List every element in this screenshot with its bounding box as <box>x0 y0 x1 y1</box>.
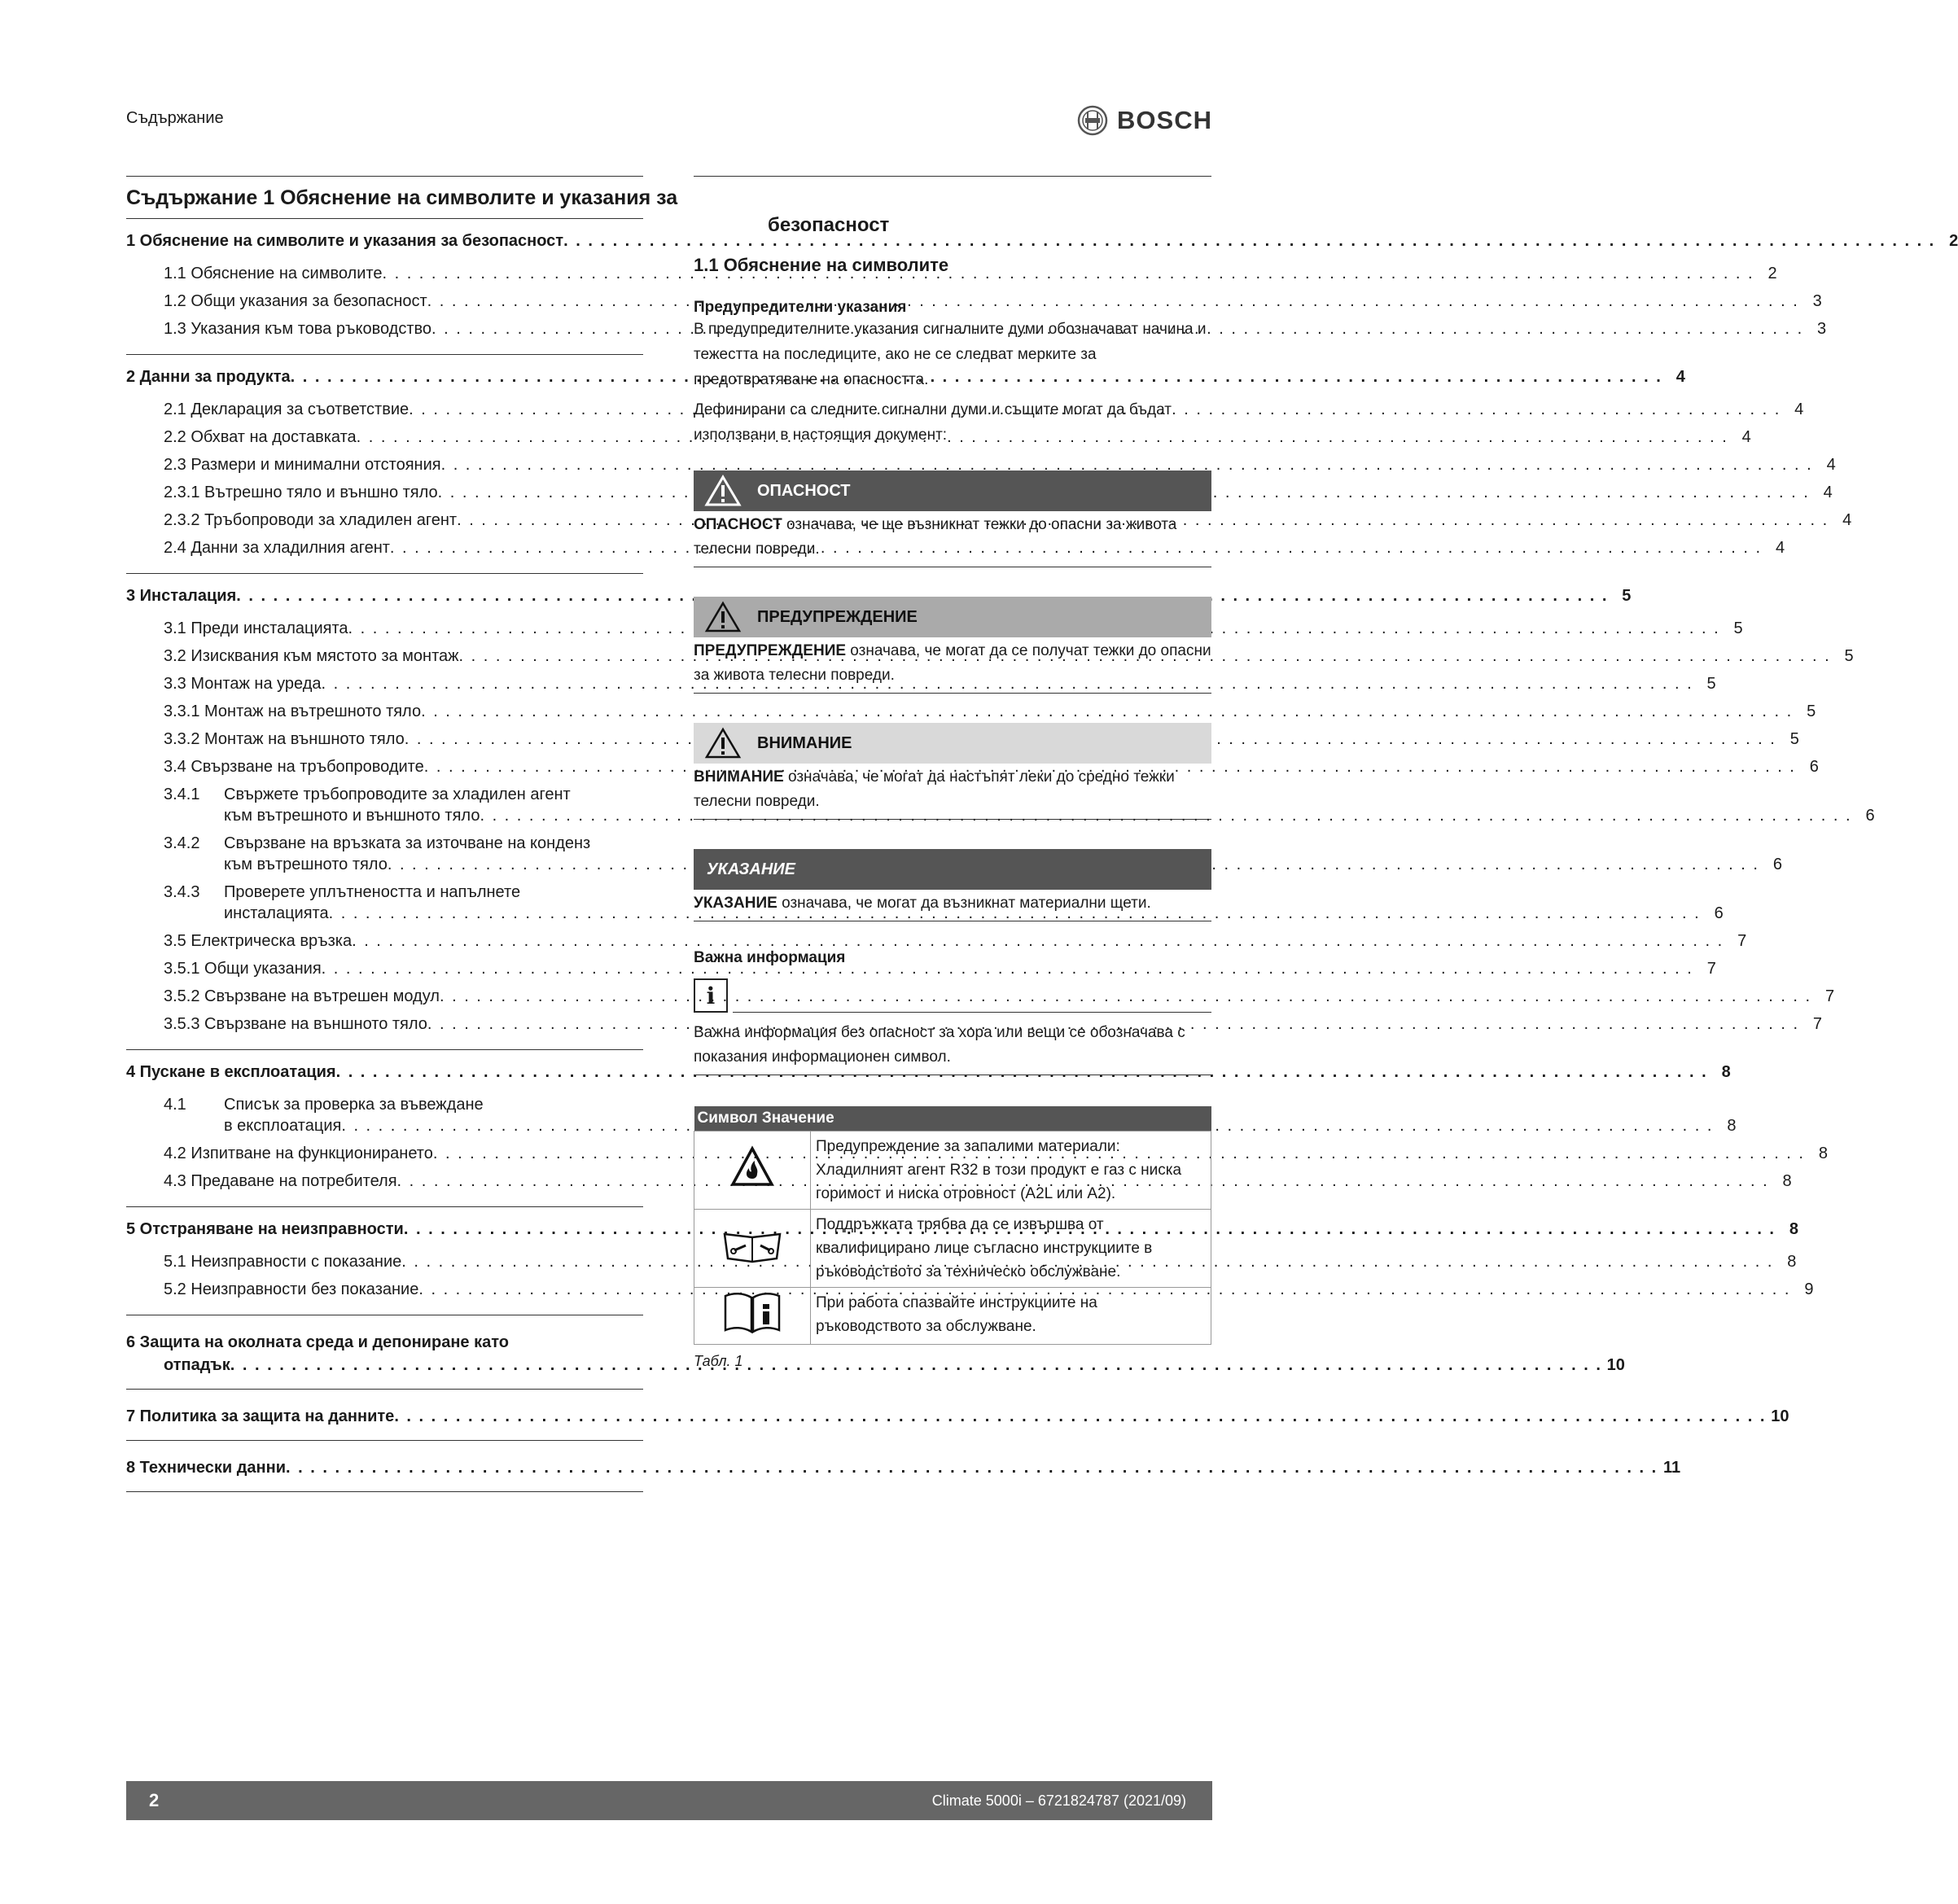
toc-entry-number: 3.4.3 <box>164 883 200 901</box>
toc-page-number: 8 <box>1727 1117 1737 1135</box>
table-row <box>694 1131 1211 1210</box>
toc-entry-label: 3.3 Монтаж на уреда <box>164 675 322 693</box>
symbols-table <box>694 1106 1211 1345</box>
table-cell-text: При работа спазвайте инструкциите на ръководството за обслужване. <box>811 1288 1211 1345</box>
toc-page-number: 4 <box>1741 428 1751 446</box>
toc-entry-label: 4.2 Изпитване на функционирането <box>164 1145 433 1162</box>
toc-page-number: 4 <box>1842 511 1852 529</box>
toc-page-number: 7 <box>1737 932 1747 950</box>
toc-page-number: 9 <box>1804 1280 1814 1298</box>
operating-manual-icon <box>722 1291 782 1333</box>
toc-entry[interactable] <box>126 318 1827 339</box>
toc-entry-label: 4.3 Предаване на потребителя <box>164 1172 397 1190</box>
signal-words-paragraph: Дефинирани са следните сигнални думи и същите могат да бъдат използвани в настоящия документ: <box>694 401 1172 444</box>
toc-section-title-cont[interactable]: отпадък <box>164 1356 230 1374</box>
toc-entry[interactable] <box>126 673 1716 694</box>
toc-section-title[interactable]: 6 Защита на околната среда и депониране като <box>126 1333 509 1351</box>
important-info-heading: Важна информация <box>694 949 846 966</box>
toc-entry[interactable] <box>126 1251 1797 1272</box>
table-cell-text: Предупреждение за запалими материали: Хладилният агент R32 в този продукт е газ с ниска горимост и ниска отровност (A2L или A2). <box>811 1131 1211 1210</box>
toc-page-number: 6 <box>1772 856 1782 873</box>
toc-entry-line2: инсталацията <box>224 904 329 922</box>
toc-entry-line1: Списък за проверка за въвеждане <box>224 1096 484 1114</box>
toc-page-number: 3 <box>1812 292 1822 310</box>
toc-entry[interactable] <box>126 1013 1823 1035</box>
toc-page-number: 4 <box>1675 368 1685 386</box>
toc-entry-label: 2.3 Размери и минимални отстояния <box>164 456 441 474</box>
toc-entry-label: 2.3.1 Вътрешно тяло и външно тяло <box>164 484 438 501</box>
table-cell-text: Поддръжката трябва да се извършва от квалифицирано лице съгласно инструкциите в ръководството за техническо обслужване. <box>811 1210 1211 1288</box>
toc-page-number: 4 <box>1775 539 1785 557</box>
brand-name: BOSCH <box>1117 106 1212 134</box>
toc-page-number: 2 <box>1949 232 1958 250</box>
toc-page-number: 5 <box>1789 730 1799 748</box>
toc-entry-label: 2.1 Декларация за съответствие <box>164 400 410 418</box>
toc-entry-label: 5.1 Неизправности с показание <box>164 1253 402 1271</box>
table-caption: Табл. 1 <box>694 1353 743 1369</box>
toc-heading: Съдържание 1 Обяснение на символите и указания за <box>126 177 643 219</box>
toc-section-title[interactable]: 4 Пускане в експлоатация <box>126 1063 336 1081</box>
notice-label: УКАЗАНИЕ <box>707 860 795 878</box>
warning-triangle-icon <box>703 728 742 759</box>
toc-entry-line2: към вътрешното тяло <box>224 856 388 873</box>
info-icon: i <box>694 978 728 1013</box>
symbols-section <box>694 176 1211 1370</box>
caution-bold: ВНИМАНИЕ <box>694 768 784 786</box>
toc-entry[interactable] <box>126 1143 1828 1164</box>
toc-entry-line1: Проверете уплътнеността и напълнете <box>224 883 521 901</box>
toc-page-number: 6 <box>1809 758 1819 776</box>
toc-page-number: 5 <box>1807 703 1816 720</box>
notice-text: означава, че могат да възникнат материални щети. <box>777 895 1151 912</box>
table-row <box>694 1210 1211 1288</box>
flammable-warning-icon <box>730 1146 774 1187</box>
toc-entry[interactable] <box>126 1171 1792 1192</box>
toc-page-number: 6 <box>1865 807 1875 825</box>
toc-page-number: 3 <box>1817 320 1827 338</box>
toc-entry[interactable] <box>126 454 1836 475</box>
service-manual-icon <box>720 1226 785 1263</box>
toc-entry-label: 1.2 Общи указания за безопасност <box>164 292 427 310</box>
toc-section-title[interactable]: 1 Обяснение на символите и указания за безопасност <box>126 232 564 250</box>
toc-page-number: 10 <box>1606 1356 1625 1374</box>
bosch-armature-icon <box>1076 104 1109 137</box>
toc-page-number: 8 <box>1787 1253 1797 1271</box>
danger-label: ОПАСНОСТ <box>757 481 851 500</box>
toc-entry-label: 3.1 Преди инсталацията <box>164 619 348 637</box>
toc-page-number: 8 <box>1782 1172 1792 1190</box>
warnings-heading: Предупредителни указания <box>694 299 907 316</box>
toc-entry-label: 2.2 Обхват на доставката <box>164 428 357 446</box>
toc-entry-label: 2.4 Данни за хладилния агент <box>164 539 390 557</box>
toc-page-number: 7 <box>1706 960 1716 978</box>
important-info-text: Важна информация без опасност за хора или вещи се обозначава с показания информационен символ. <box>694 1019 1211 1075</box>
toc-entry-label: 3.2 Изисквания към мястото за монтаж <box>164 647 459 665</box>
warning-label: ПРЕДУПРЕЖДЕНИЕ <box>757 607 918 626</box>
warning-triangle-icon <box>703 602 742 632</box>
toc-section <box>126 1390 1789 1441</box>
toc-entry[interactable] <box>126 427 1751 448</box>
toc-page-number: 5 <box>1706 675 1716 693</box>
toc-entry[interactable] <box>126 1279 1814 1300</box>
toc-page-number: 7 <box>1812 1015 1823 1033</box>
toc-entry-label: 3.5.3 Свързване на външното тяло <box>164 1015 427 1033</box>
toc-entry-line1: Свържете тръбопроводите за хладилен агент <box>224 786 571 803</box>
toc-page-number: 8 <box>1789 1220 1798 1238</box>
danger-text: означава, че ще възникнат тежки до опасни за живота телесни повреди. <box>694 516 1177 558</box>
toc-section-title[interactable]: 7 Политика за защита на данните <box>126 1407 395 1425</box>
warning-text: означава, че могат да се получат тежки до опасни за живота телесни повреди. <box>694 642 1211 684</box>
caution-text: означава, че могат да настъпят леки до средно тежки телесни повреди. <box>694 768 1175 810</box>
continued-heading: безопасност <box>768 214 890 236</box>
notice-bold: УКАЗАНИЕ <box>694 895 778 912</box>
document-id: Climate 5000i – 6721824787 (2021/09) <box>931 1792 1186 1809</box>
toc-entry-label: 3.4 Свързване на тръбопроводите <box>164 758 424 776</box>
caution-notice <box>694 723 1211 820</box>
toc-entry-label: 3.5 Електрическа връзка <box>164 932 353 950</box>
toc-page-number: 5 <box>1844 647 1854 665</box>
toc-page-number: 8 <box>1818 1145 1828 1162</box>
toc-entry-number: 3.4.2 <box>164 834 200 852</box>
page-footer <box>126 1781 1212 1820</box>
toc-entry-label: 2.3.2 Тръбопроводи за хладилен агент <box>164 511 458 529</box>
toc-entry-label: 3.3.2 Монтаж на външното тяло <box>164 730 405 748</box>
toc-page-number: 11 <box>1662 1459 1681 1477</box>
toc-section-title[interactable]: 2 Данни за продукта <box>126 368 291 386</box>
toc-entry-label: 3.3.1 Монтаж на вътрешното тяло <box>164 703 422 720</box>
toc-entry[interactable] <box>126 263 1777 284</box>
toc-entry[interactable] <box>126 701 1816 722</box>
toc-entry-line1: Свързване на връзката за източване на конденз <box>224 834 591 852</box>
toc-entry-line2: в експлоатация <box>224 1117 342 1135</box>
toc-entry-line2: към вътрешното и външното тяло <box>224 807 480 825</box>
toc-entry-label: 5.2 Неизправности без показание <box>164 1280 419 1298</box>
warning-notice <box>694 597 1211 694</box>
warning-bold: ПРЕДУПРЕЖДЕНИЕ <box>694 642 847 659</box>
running-header: Съдържание <box>126 109 224 127</box>
toc-page-number: 10 <box>1771 1407 1789 1425</box>
page-number: 2 <box>149 1790 160 1810</box>
toc-entry-label: 1.3 Указания към това ръководство <box>164 320 432 338</box>
toc-entry-label: 3.5.1 Общи указания <box>164 960 322 978</box>
danger-bold: ОПАСНОСТ <box>694 516 782 533</box>
notice-box <box>694 849 1211 921</box>
table-row <box>694 1288 1211 1345</box>
toc-entry[interactable] <box>126 986 1835 1007</box>
toc-section-title[interactable]: 8 Технически данни <box>126 1459 286 1477</box>
table-header: Символ Значение <box>694 1106 1211 1131</box>
bosch-logo <box>1076 104 1212 137</box>
toc-page-number: 4 <box>1794 400 1804 418</box>
toc-entry-label: 3.5.2 Свързване на вътрешен модул <box>164 987 440 1005</box>
toc-page-number: 2 <box>1767 265 1777 282</box>
toc-entry-number: 3.4.1 <box>164 786 200 803</box>
warnings-paragraph: В предупредителните указания сигналните думи обозначават начина и тежестта на последиците, ако не се следват мерките за предотвратяване на опасността. <box>694 321 1207 388</box>
toc-entry[interactable] <box>126 618 1743 639</box>
toc-page-number: 8 <box>1721 1063 1731 1081</box>
toc-section <box>126 1441 1681 1492</box>
toc-page-number: 4 <box>1826 456 1836 474</box>
important-info-box <box>694 1019 1211 1075</box>
toc-entry[interactable] <box>126 399 1804 420</box>
toc-section-title[interactable]: 5 Отстраняване на неизправности <box>126 1220 404 1238</box>
section-title: 1.1 Обяснение на символите <box>694 255 949 275</box>
toc-entry[interactable] <box>126 930 1747 952</box>
toc-section-title[interactable]: 3 Инсталация <box>126 587 237 605</box>
caution-label: ВНИМАНИЕ <box>757 733 852 752</box>
toc-page-number: 7 <box>1824 987 1835 1005</box>
warning-triangle-icon <box>703 475 742 506</box>
toc-page-number: 4 <box>1823 484 1833 501</box>
toc-page-number: 5 <box>1733 619 1743 637</box>
toc-entry-number: 4.1 <box>164 1096 186 1114</box>
toc-page-number: 5 <box>1622 587 1632 605</box>
danger-notice <box>694 471 1211 567</box>
toc-page-number: 6 <box>1714 904 1724 922</box>
toc-entry-label: 1.1 Обяснение на символите <box>164 265 383 282</box>
toc-entry[interactable] <box>126 958 1716 979</box>
